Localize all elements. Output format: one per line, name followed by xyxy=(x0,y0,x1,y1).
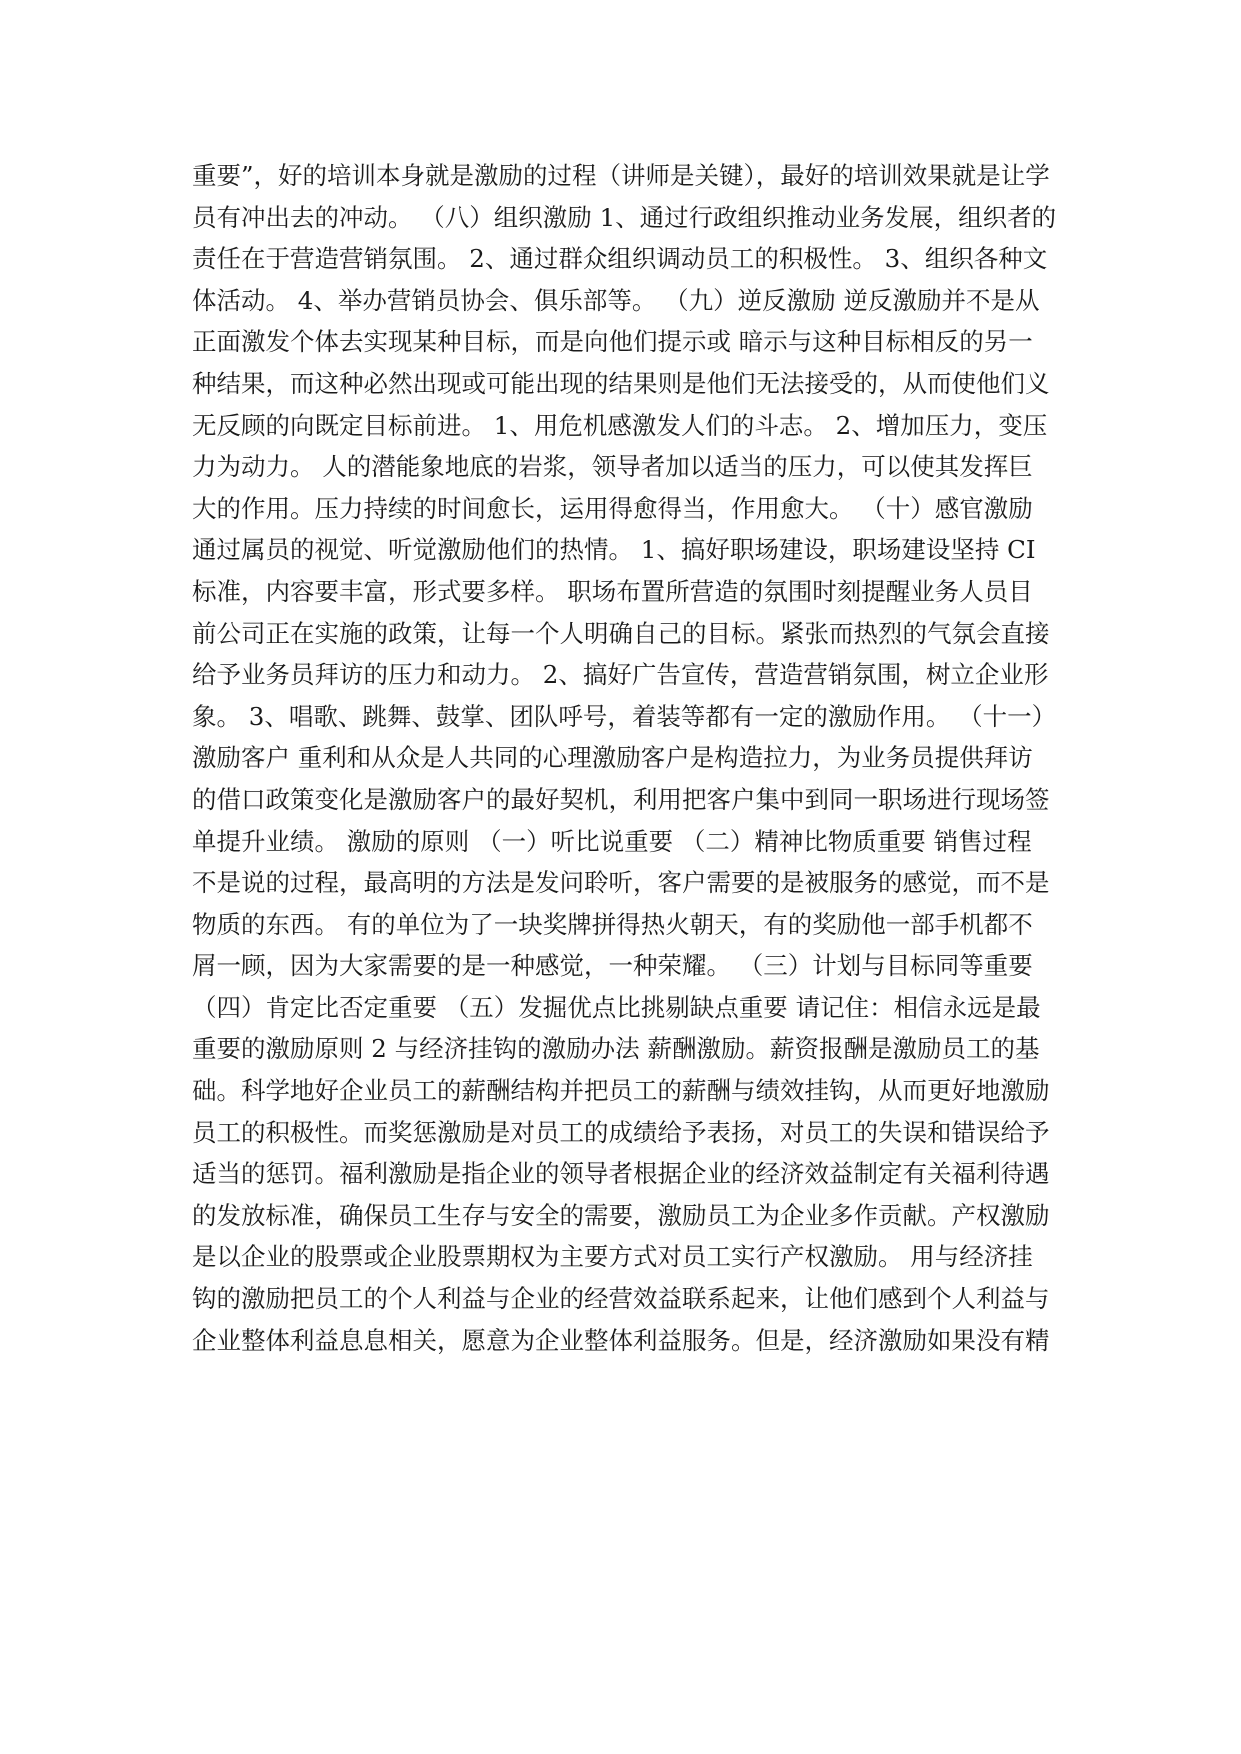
text-line: 适当的惩罚。福利激励是指企业的领导者根据企业的经济效益制定有关福利待遇 xyxy=(192,1159,1050,1189)
text-line: 础。科学地好企业员工的薪酬结构并把员工的薪酬与绩效挂钩，从而更好地激励 xyxy=(192,1076,1050,1106)
text-line: 大的作用。压力持续的时间愈长，运用得愈得当，作用愈大。 （十）感官激励 xyxy=(192,493,1033,523)
text-line: 屑一顾，因为大家需要的是一种感觉，一种荣耀。 （三）计划与目标同等重要 xyxy=(192,951,1033,981)
body-text xyxy=(192,155,1072,1361)
text-line: 给予业务员拜访的压力和动力。 2、搞好广告宣传，营造营销氛围，树立企业形 xyxy=(192,660,1049,690)
text-line: 的借口政策变化是激励客户的最好契机，利用把客户集中到同一职场进行现场签 xyxy=(192,784,1050,814)
text-line: 种结果，而这种必然出现或可能出现的结果则是他们无法接受的，从而使他们义 xyxy=(192,368,1050,398)
text-line: 钩的激励把员工的个人利益与企业的经营效益联系起来，让他们感到个人利益与 xyxy=(192,1284,1050,1314)
text-line: 无反顾的向既定目标前进。 1、用危机感激发人们的斗志。 2、增加压力，变压 xyxy=(192,410,1048,440)
text-line: 重要”，好的培训本身就是激励的过程（讲师是关键），最好的培训效果就是让学 xyxy=(192,161,1050,190)
text-line: 激励客户 重利和从众是人共同的心理激励客户是构造拉力，为业务员提供拜访 xyxy=(192,743,1033,773)
text-line: 象。 3、唱歌、跳舞、鼓掌、团队呼号，着装等都有一定的激励作用。 （十一） xyxy=(192,701,1057,731)
text-line: 责任在于营造营销氛围。 2、通过群众组织调动员工的积极性。 3、组织各种文 xyxy=(192,244,1048,274)
text-line: 企业整体利益息息相关，愿意为企业整体利益服务。但是，经济激励如果没有精 xyxy=(192,1325,1050,1355)
text-line: （四）肯定比否定重要 （五）发掘优点比挑剔缺点重要 请记住：相信永远是最 xyxy=(192,992,1041,1022)
text-line: 员有冲出去的冲动。 （八）组织激励 1、通过行政组织推动业务发展，组织者的 xyxy=(192,202,1057,232)
text-line: 重要的激励原则 2 与经济挂钩的激励办法 薪酬激励。薪资报酬是激励员工的基 xyxy=(192,1034,1040,1064)
text-line: 员工的积极性。而奖惩激励是对员工的成绩给予表扬，对员工的失误和错误给予 xyxy=(192,1117,1050,1147)
text-line: 不是说的过程，最高明的方法是发问聆听，客户需要的是被服务的感觉，而不是 xyxy=(192,868,1050,898)
text-line: 单提升业绩。 激励的原则 （一）听比说重要 （二）精神比物质重要 销售过程 xyxy=(192,826,1032,856)
text-line: 的发放标准，确保员工生存与安全的需要，激励员工为企业多作贡献。产权激励 xyxy=(192,1200,1050,1230)
text-line: 前公司正在实施的政策，让每一个人明确自己的目标。紧张而热烈的气氛会直接 xyxy=(192,618,1050,648)
text-line: 标准，内容要丰富，形式要多样。 职场布置所营造的氛围时刻提醒业务人员目 xyxy=(192,576,1033,606)
text-line: 体活动。 4、举办营销员协会、俱乐部等。 （九）逆反激励 逆反激励并不是从 xyxy=(192,285,1040,315)
text-line: 力为动力。 人的潜能象地底的岩浆，领导者加以适当的压力，可以使其发挥巨 xyxy=(192,452,1033,482)
text-line: 是以企业的股票或企业股票期权为主要方式对员工实行产权激励。 用与经济挂 xyxy=(192,1242,1033,1272)
text-line: 通过属员的视觉、听觉激励他们的热情。 1、搞好职场建设，职场建设坚持 CI xyxy=(192,535,1036,565)
text-line: 正面激发个体去实现某种目标，而是向他们提示或 暗示与这种目标相反的另一 xyxy=(192,327,1033,357)
text-line: 物质的东西。 有的单位为了一块奖牌拼得热火朝天，有的奖励他一部手机都不 xyxy=(192,909,1033,939)
